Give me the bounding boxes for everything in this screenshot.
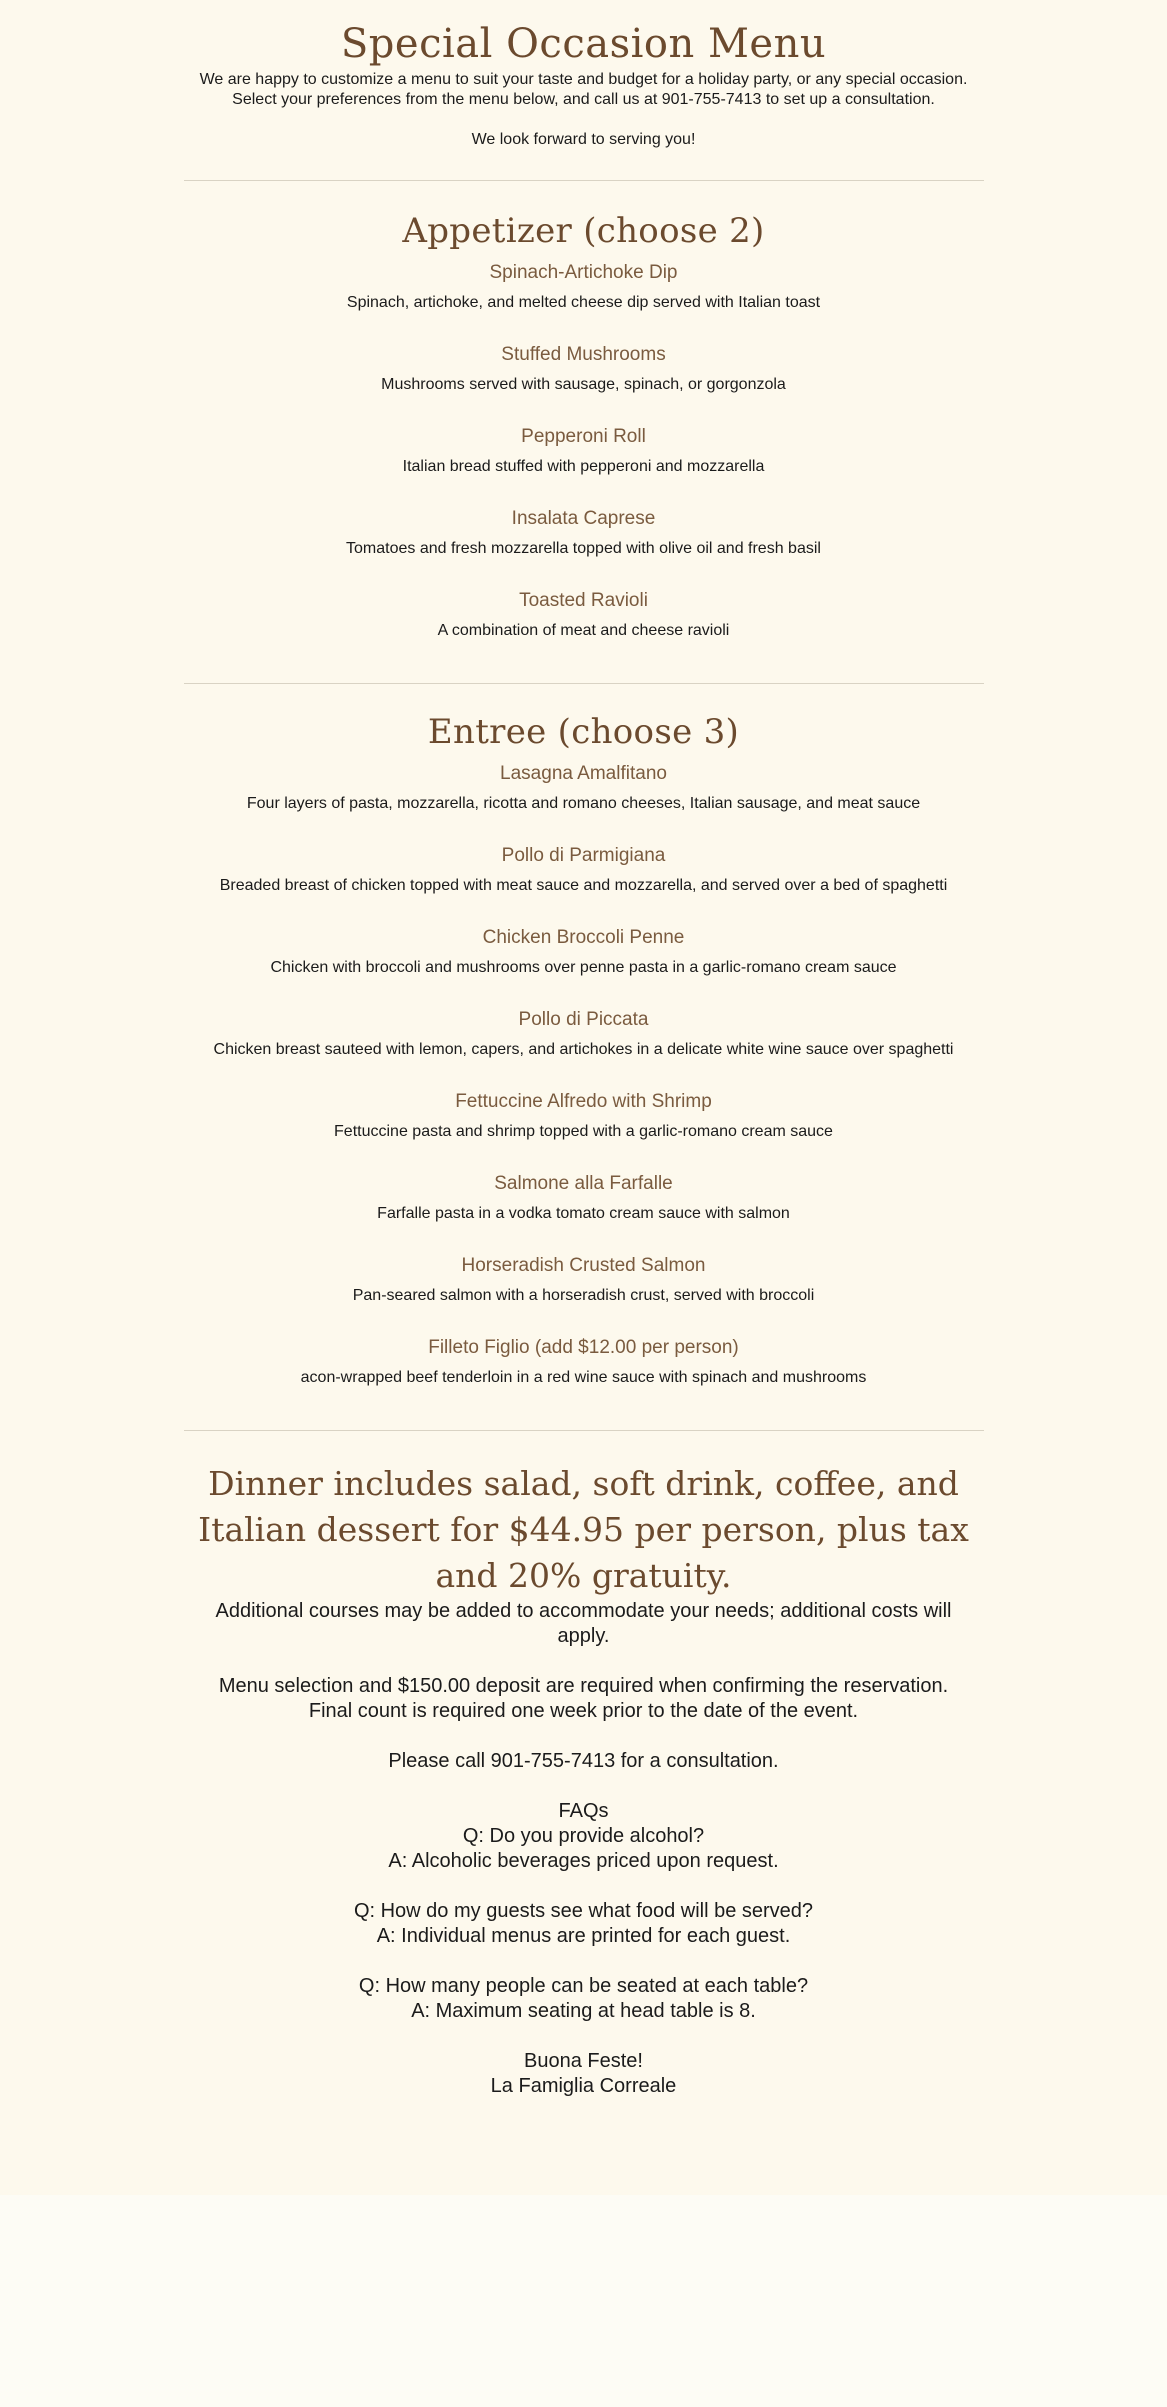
item-name: Toasted Ravioli bbox=[519, 590, 648, 611]
menu-item bbox=[184, 843, 984, 896]
faq-question: Q: Do you provide alcohol? bbox=[462, 1825, 705, 1847]
intro-line-1: We are happy to customize a menu to suit your taste and budget for a holiday party, or any special occasion. bbox=[199, 71, 968, 88]
menu-item bbox=[184, 1253, 984, 1306]
item-description: Four layers of pasta, mozzarella, ricotta and romano cheeses, Italian sausage, and meat sauce bbox=[246, 795, 921, 812]
intro-line-2: Select your preferences from the menu below, and call us at 901-755-7413 to set up a consultation. bbox=[232, 91, 935, 108]
appetizer-title: Appetizer (choose 2) bbox=[402, 211, 765, 251]
item-description: Fettuccine pasta and shrimp topped with a garlic-romano cream sauce bbox=[334, 1123, 833, 1140]
menu-item bbox=[184, 342, 984, 395]
faq-question: Q: How many people can be seated at each table? bbox=[358, 1975, 809, 1997]
item-description: Italian bread stuffed with pepperoni and mozzarella bbox=[402, 458, 765, 475]
menu-item bbox=[184, 1007, 984, 1060]
additional-courses-note: Additional courses may be added to accommodate your needs; additional costs will apply. bbox=[215, 1600, 952, 1647]
item-description: Mushrooms served with sausage, spinach, or gorgonzola bbox=[381, 376, 786, 393]
item-name: Spinach-Artichoke Dip bbox=[489, 262, 678, 283]
entree-section bbox=[184, 684, 984, 1388]
menu-item bbox=[184, 1089, 984, 1142]
faq-answer: A: Alcoholic beverages priced upon request. bbox=[388, 1850, 779, 1872]
entree-title: Entree (choose 3) bbox=[427, 712, 740, 752]
item-description: Spinach, artichoke, and melted cheese dip served with Italian toast bbox=[346, 294, 821, 311]
item-description: acon-wrapped beef tenderloin in a red wine sauce with spinach and mushrooms bbox=[300, 1369, 867, 1386]
item-description: Farfalle pasta in a vodka tomato cream sauce with salmon bbox=[377, 1205, 790, 1222]
pricing-heading: Dinner includes salad, soft drink, coffee, and Italian dessert for $44.95 per person, plus tax and 20% gratuity. bbox=[198, 1464, 969, 1595]
item-description: Tomatoes and fresh mozzarella topped with olive oil and fresh basil bbox=[346, 540, 821, 557]
item-description: A combination of meat and cheese ravioli bbox=[437, 622, 730, 639]
menu-container bbox=[184, 0, 984, 2099]
item-name: Chicken Broccoli Penne bbox=[482, 927, 685, 948]
item-name: Stuffed Mushrooms bbox=[501, 344, 666, 365]
item-name: Salmone alla Farfalle bbox=[494, 1173, 673, 1194]
item-description: Breaded breast of chicken topped with meat sauce and mozzarella, and served over a bed of spaghetti bbox=[219, 877, 948, 894]
item-description: Pan-seared salmon with a horseradish crust, served with broccoli bbox=[352, 1287, 815, 1304]
signoff-family: La Famiglia Correale bbox=[490, 2075, 677, 2097]
deposit-line-1: Menu selection and $150.00 deposit are required when confirming the reservation. bbox=[218, 1675, 949, 1697]
item-description: Chicken breast sauteed with lemon, capers, and artichokes in a delicate white wine sauce over spaghetti bbox=[213, 1041, 954, 1058]
closing-section bbox=[184, 1431, 984, 2099]
item-name: Pollo di Piccata bbox=[518, 1009, 649, 1030]
item-name: Filleto Figlio (add $12.00 per person) bbox=[428, 1337, 739, 1358]
menu-item bbox=[184, 260, 984, 313]
menu-item bbox=[184, 588, 984, 641]
intro-line-3: We look forward to serving you! bbox=[471, 131, 696, 148]
faqs-heading: FAQs bbox=[558, 1800, 609, 1822]
signoff-greeting: Buona Feste! bbox=[524, 2050, 643, 2072]
menu-item bbox=[184, 1335, 984, 1388]
menu-item bbox=[184, 761, 984, 814]
item-name: Insalata Caprese bbox=[511, 508, 656, 529]
intro-text bbox=[184, 70, 984, 110]
deposit-line-2: Final count is required one week prior to the date of the event. bbox=[308, 1700, 859, 1722]
menu-item bbox=[184, 506, 984, 559]
faq-answer: A: Maximum seating at head table is 8. bbox=[411, 2000, 756, 2022]
item-name: Pepperoni Roll bbox=[521, 426, 646, 447]
item-name: Fettuccine Alfredo with Shrimp bbox=[455, 1091, 712, 1112]
menu-item bbox=[184, 424, 984, 477]
menu-item bbox=[184, 925, 984, 978]
consultation-call: Please call 901-755-7413 for a consultation. bbox=[388, 1750, 779, 1772]
item-name: Lasagna Amalfitano bbox=[500, 763, 667, 784]
faq-question: Q: How do my guests see what food will be served? bbox=[353, 1900, 814, 1922]
item-description: Chicken with broccoli and mushrooms over penne pasta in a garlic-romano cream sauce bbox=[270, 959, 897, 976]
appetizer-section bbox=[184, 181, 984, 641]
item-name: Pollo di Parmigiana bbox=[501, 845, 666, 866]
item-name: Horseradish Crusted Salmon bbox=[461, 1255, 706, 1276]
faq-answer: A: Individual menus are printed for each guest. bbox=[376, 1925, 791, 1947]
page-title: Special Occasion Menu bbox=[340, 21, 827, 67]
menu-item bbox=[184, 1171, 984, 1224]
